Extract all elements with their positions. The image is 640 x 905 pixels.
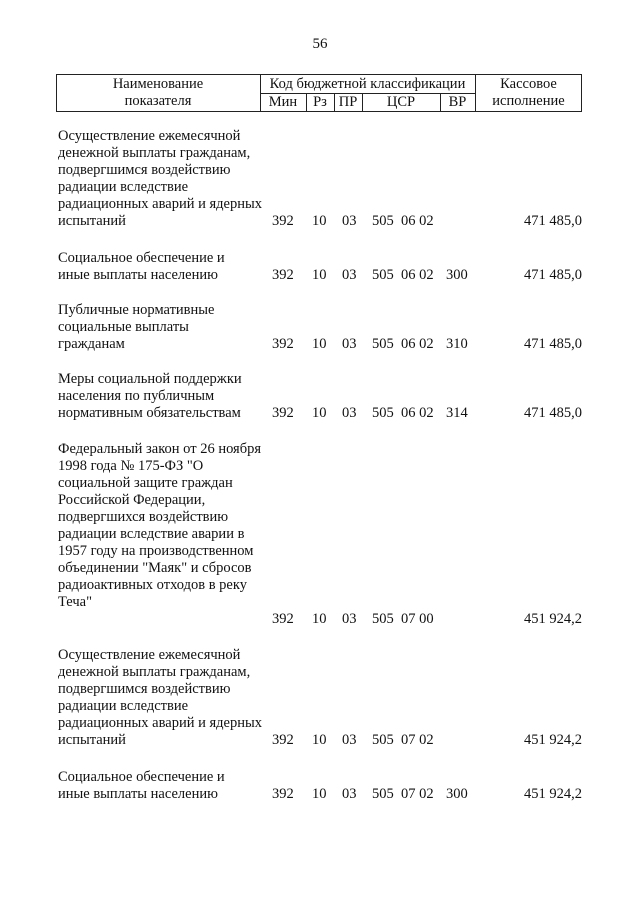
- row-vr: 300: [446, 267, 468, 283]
- row-name: Осуществление ежемесячной денежной выплаты гражданам, подвергшимся воздействию радиации вследствие радиационных аварий и ядерных испытаний: [58, 647, 262, 748]
- header-amount-line2: исполнение: [492, 93, 565, 109]
- row-name: Осуществление ежемесячной денежной выплаты гражданам, подвергшимся воздействию радиации вследствие радиационных аварий и ядерных испытаний: [58, 128, 262, 229]
- row-csr: 505 07 02: [372, 786, 434, 802]
- row-csr: 505 07 00: [372, 611, 434, 627]
- row-name: Меры социальной поддержки населения по публичным нормативным обязательствам: [58, 371, 242, 421]
- header-amount-line1: Кассовое: [500, 76, 557, 92]
- row-min: 392: [272, 732, 294, 748]
- row-csr: 505 07 02: [372, 732, 434, 748]
- row-csr: 505 06 02: [372, 267, 434, 283]
- row-amount: 471 485,0: [524, 336, 582, 352]
- row-name: Социальное обеспечение и иные выплаты населению: [58, 769, 225, 802]
- row-pr: 03: [342, 732, 357, 748]
- header-col-pr: ПР: [338, 94, 358, 110]
- row-csr: 505 06 02: [372, 213, 434, 229]
- row-amount: 471 485,0: [524, 213, 582, 229]
- row-min: 392: [272, 405, 294, 421]
- row-pr: 03: [342, 405, 357, 421]
- header-name-line1: Наименование: [112, 76, 204, 92]
- row-amount: 451 924,2: [524, 786, 582, 802]
- row-rz: 10: [312, 267, 327, 283]
- row-pr: 03: [342, 213, 357, 229]
- row-vr: 300: [446, 786, 468, 802]
- row-pr: 03: [342, 267, 357, 283]
- row-name: Социальное обеспечение и иные выплаты населению: [58, 250, 225, 283]
- table-header: [56, 74, 582, 112]
- row-pr: 03: [342, 611, 357, 627]
- row-amount: 471 485,0: [524, 405, 582, 421]
- header-col-rz: Рз: [313, 94, 327, 110]
- row-amount: 451 924,2: [524, 611, 582, 627]
- header-col-csr: ЦСР: [386, 94, 416, 110]
- page-number: 56: [312, 36, 328, 52]
- header-name-line2: показателя: [124, 93, 192, 109]
- row-rz: 10: [312, 786, 327, 802]
- row-rz: 10: [312, 336, 327, 352]
- row-rz: 10: [312, 732, 327, 748]
- row-name: Публичные нормативные социальные выплаты гражданам: [58, 302, 215, 352]
- row-vr: 314: [446, 405, 468, 421]
- row-pr: 03: [342, 336, 357, 352]
- header-col-vr: ВР: [448, 94, 467, 110]
- header-col-min: Мин: [268, 94, 298, 110]
- row-rz: 10: [312, 405, 327, 421]
- row-min: 392: [272, 267, 294, 283]
- row-rz: 10: [312, 213, 327, 229]
- row-vr: 310: [446, 336, 468, 352]
- row-amount: 451 924,2: [524, 732, 582, 748]
- row-min: 392: [272, 611, 294, 627]
- row-min: 392: [272, 336, 294, 352]
- row-rz: 10: [312, 611, 327, 627]
- header-code-title: Код бюджетной классификации: [269, 76, 466, 92]
- row-pr: 03: [342, 786, 357, 802]
- row-csr: 505 06 02: [372, 336, 434, 352]
- row-csr: 505 06 02: [372, 405, 434, 421]
- row-min: 392: [272, 213, 294, 229]
- row-amount: 471 485,0: [524, 267, 582, 283]
- row-min: 392: [272, 786, 294, 802]
- row-name: Федеральный закон от 26 ноября 1998 года № 175-ФЗ "О социальной защите граждан Российской Федерации, подвергшихся воздействию радиации вследствие аварии в 1957 году на производственном объединении "Маяк" и сбросов радиоактивных отходов в реку Теча": [58, 441, 262, 610]
